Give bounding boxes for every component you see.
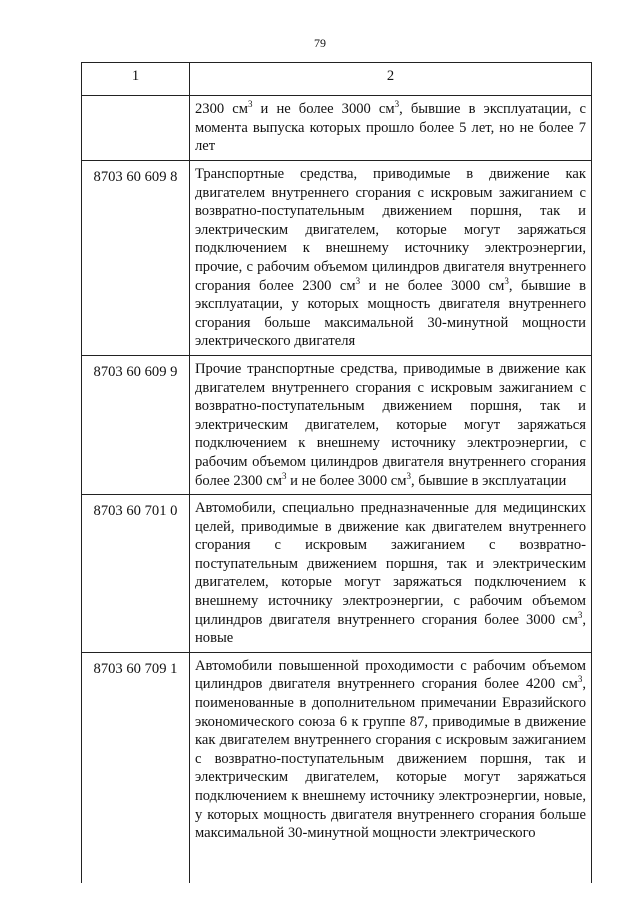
table-header-row [82,63,592,96]
tariff-table [81,62,592,883]
table-row [82,652,592,883]
row-description: Автомобили, специально предназначенные для медицинских целей, приводимые в движение как двигателем внутреннего сгорания с искровым зажиганием с возвратно-поступательным движением поршня, так и электрическим двигателем, которые могут заряжаться подключением к внешнему источнику электроэнергии, с рабочим объемом цилиндров двигателя внутреннего сгорания более 3000 $см^3$, новые [190,495,592,653]
row-code: 8703 60 609 9 [82,355,190,494]
column-header-1: 1 [82,63,190,96]
table-row [82,96,592,161]
row-description: 2300 $см^3$ и не более 3000 $см^3$, бывшие в эксплуатации, с момента выпуска которых прошло более 5 лет, но не более 7 лет [190,96,592,161]
row-description: Автомобили повышенной проходимости с рабочим объемом цилиндров двигателя внутреннего сгорания более 4200 $см^3$, поименованные в дополнительном примечании Евразийского экономического союза 6 к группе 87, приводимые в движение как двигателем внутреннего сгорания с искровым зажиганием с возвратно-поступательным движением поршня, так и электрическим двигателем, которые могут заряжаться подключением к внешнему источнику электроэнергии, новые, у которых мощность двигателя внутреннего сгорания больше максимальной 30-минутной мощности электрического [190,652,592,883]
row-description: Транспортные средства, приводимые в движение как двигателем внутреннего сгорания с искровым зажиганием с возвратно-поступательным движением поршня, так и электрическим двигателем, которые могут заряжаться подключением к внешнему источнику электроэнергии, прочие, с рабочим объемом цилиндров двигателя внутреннего сгорания более 2300 $см^3$ и не более 3000 $см^3$, бывшие в эксплуатации, у которых мощность двигателя внутреннего сгорания больше максимальной 30-минутной мощности электрического двигателя [190,161,592,356]
table-row [82,355,592,494]
row-code: 8703 60 701 0 [82,495,190,653]
row-code: 8703 60 709 1 [82,652,190,883]
table-row [82,161,592,356]
column-header-2: 2 [190,63,592,96]
table-row [82,495,592,653]
row-code: 8703 60 609 8 [82,161,190,356]
row-description: Прочие транспортные средства, приводимые в движение как двигателем внутреннего сгорания с искровым зажиганием с возвратно-поступательным движением поршня, так и электрическим двигателем, которые могут заряжаться подключением к внешнему источнику электроэнергии, с рабочим объемом цилиндров двигателя внутреннего сгорания более 2300 $см^3$ и не более 3000 $см^3$, бывшие в эксплуатации [190,355,592,494]
row-code [82,96,190,161]
page-number: 79 [314,36,326,50]
